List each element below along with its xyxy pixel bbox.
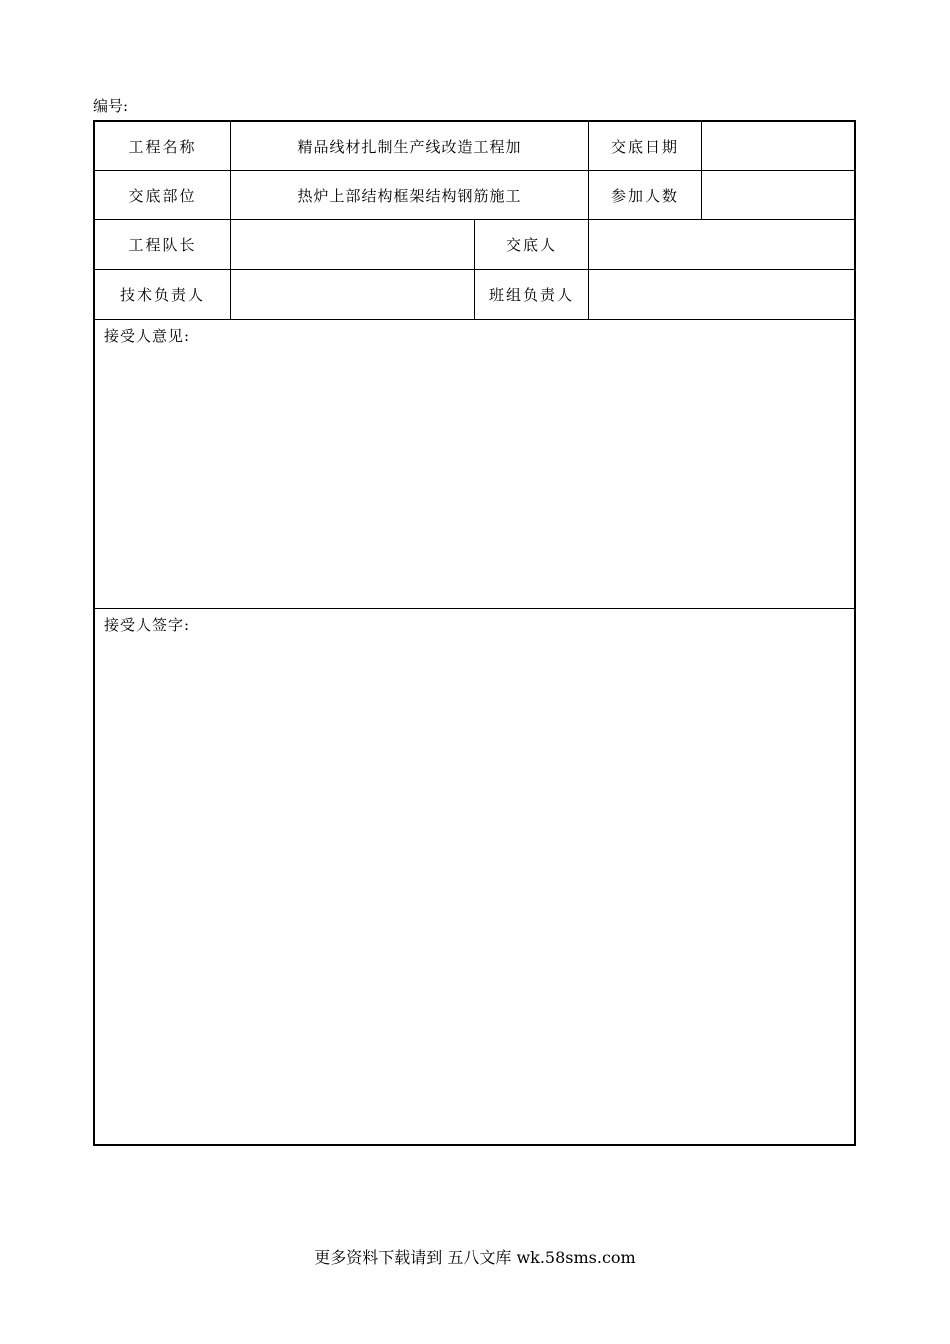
team-leader-label: 工程队长 [128,236,197,254]
technical-lead-value[interactable] [231,270,474,319]
receiver-signature-label: 接受人签字: [104,616,191,634]
team-leader-value[interactable] [231,220,474,269]
footer-download-note: 更多资料下载请到 五八文库 wk.58sms.com [314,1248,636,1267]
presenter-value[interactable] [589,220,854,269]
document-number-label: 编号: [93,97,129,115]
handover-location-label: 交底部位 [128,186,197,205]
participant-count-value[interactable] [702,171,854,219]
handover-form-table [93,120,856,1146]
participant-count-label: 参加人数 [610,186,679,205]
receiver-signature-area[interactable] [95,609,854,1144]
project-name-label: 工程名称 [128,137,197,156]
project-name-value[interactable]: 精品线材扎制生产线改造工程加 [297,137,522,156]
handover-date-label: 交底日期 [610,137,679,156]
technical-lead-label: 技术负责人 [119,286,205,304]
handover-date-value[interactable] [702,122,854,170]
presenter-label: 交底人 [505,236,557,254]
receiver-opinion-label: 接受人意见: [104,327,191,345]
receiver-opinion-area[interactable] [95,320,854,608]
crew-lead-value[interactable] [589,270,854,319]
crew-lead-label: 班组负责人 [488,286,574,304]
handover-location-value[interactable]: 热炉上部结构框架结构钢筋施工 [297,186,522,205]
